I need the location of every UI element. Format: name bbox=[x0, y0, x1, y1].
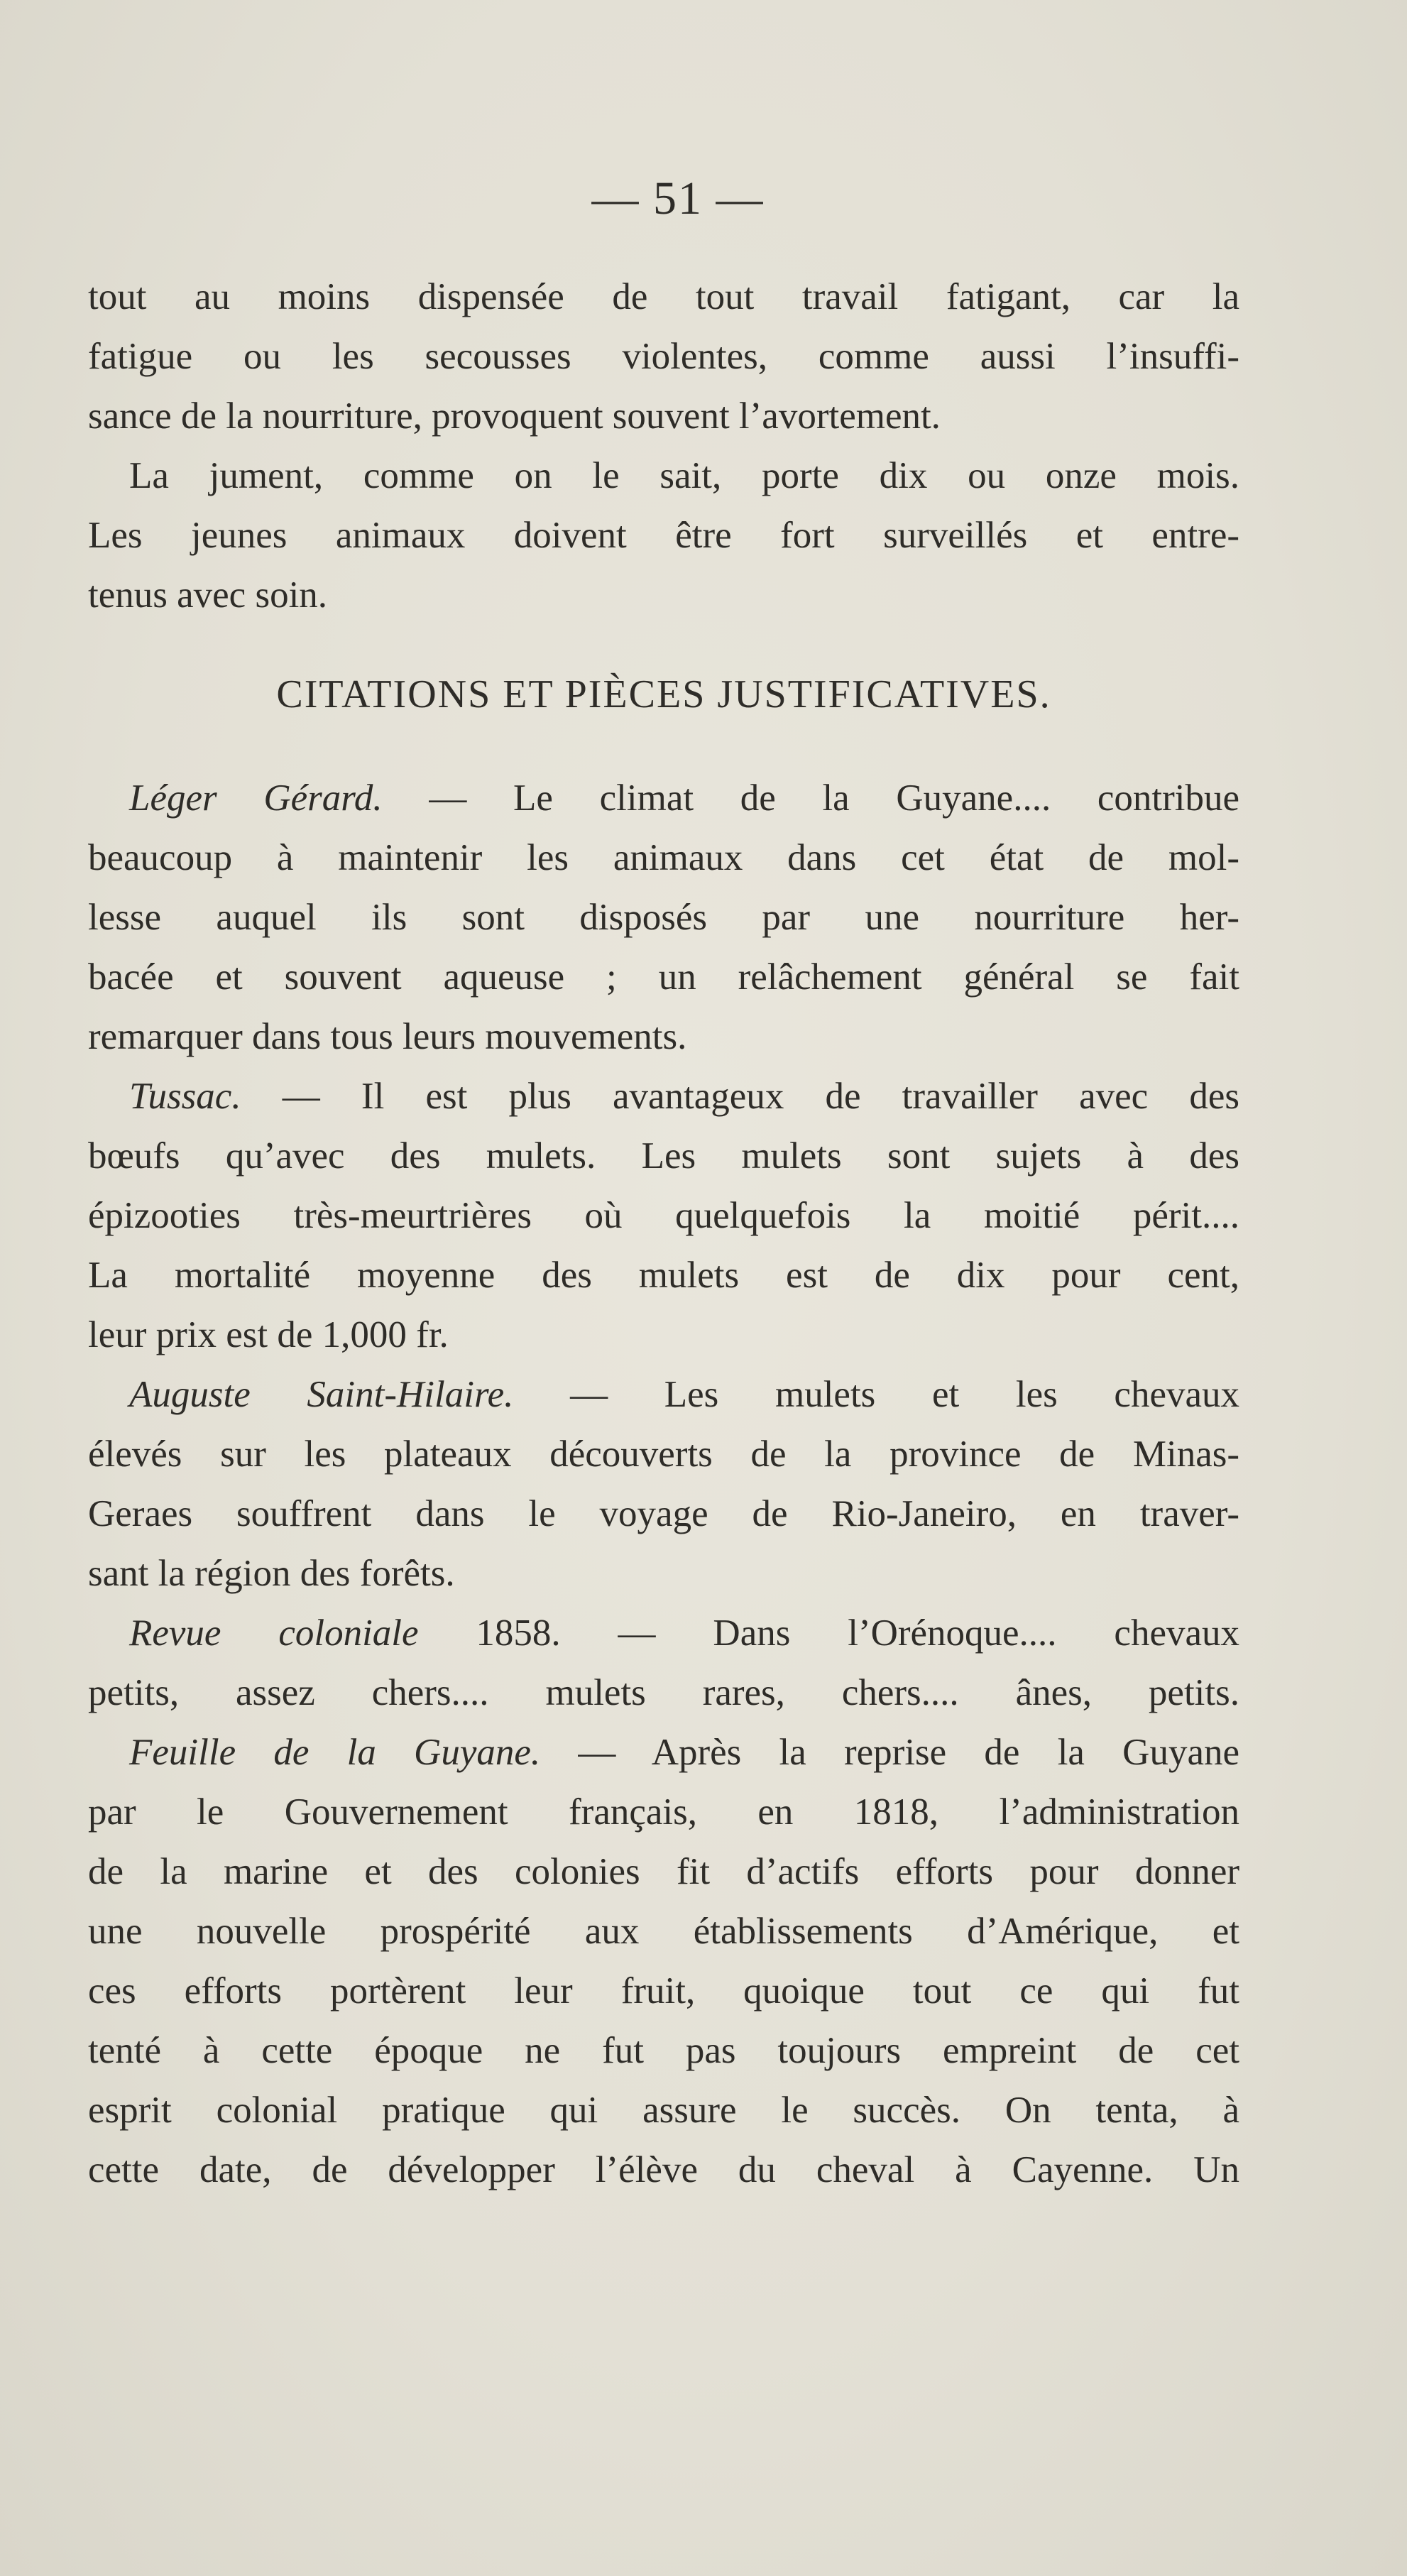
citation-author: Léger Gérard. bbox=[129, 777, 383, 819]
page-number: — 51 — bbox=[591, 173, 765, 224]
paragraph-jument bbox=[88, 446, 1239, 625]
citation-feuille-guyane bbox=[88, 1723, 1239, 2200]
citation-first-line bbox=[88, 1365, 1239, 1424]
text-line: La mortalité moyenne des mulets est de dix pour cent, bbox=[88, 1255, 1239, 1296]
page-content bbox=[88, 163, 1239, 2200]
text-line: une nouvelle prospérité aux établissements d’Amérique, et bbox=[88, 1911, 1239, 1952]
text-line: bacée et souvent aqueuse ; un relâchement général se fait bbox=[88, 956, 1239, 998]
text-line: bœufs qu’avec des mulets. Les mulets sont sujets à des bbox=[88, 1135, 1239, 1177]
citation-author: Revue coloniale bbox=[129, 1612, 419, 1654]
citation-author: Tussac. bbox=[129, 1076, 241, 1117]
citation-text: 1858. — Dans l’Orénoque.... chevaux bbox=[476, 1612, 1239, 1654]
text-line: de la marine et des colonies fit d’actifs efforts pour donner bbox=[88, 1851, 1239, 1892]
citation-tussac bbox=[88, 1066, 1239, 1365]
text-line: tenté à cette époque ne fut pas toujours empreint de cet bbox=[88, 2030, 1239, 2071]
citation-first-line bbox=[88, 1066, 1239, 1126]
text-line: remarquer dans tous leurs mouvements. bbox=[88, 1016, 687, 1057]
text-line: épizooties très-meurtrières où quelquefois la moitié périt.... bbox=[88, 1195, 1239, 1236]
citation-first-line bbox=[88, 1723, 1239, 1782]
text-line: tout au moins dispensée de tout travail fatigant, car la bbox=[88, 276, 1239, 317]
citation-text: — Le climat de la Guyane.... contribue bbox=[429, 777, 1239, 819]
text-line: La jument, comme on le sait, porte dix ou onze mois. bbox=[129, 455, 1239, 496]
citation-saint-hilaire bbox=[88, 1365, 1239, 1603]
text-line: esprit colonial pratique qui assure le succès. On tenta, à bbox=[88, 2090, 1239, 2131]
text-line: leur prix est de 1,000 fr. bbox=[88, 1314, 449, 1355]
citation-first-line bbox=[88, 768, 1239, 828]
citation-text: — Il est plus avantageux de travailler avec des bbox=[282, 1076, 1239, 1117]
citation-revue-coloniale bbox=[88, 1603, 1239, 1723]
section-heading: CITATIONS ET PIÈCES JUSTIFICATIVES. bbox=[276, 672, 1051, 716]
text-line: ces efforts portèrent leur fruit, quoique tout ce qui fut bbox=[88, 1970, 1239, 2012]
text-line: tenus avec soin. bbox=[88, 574, 328, 616]
text-line: beaucoup à maintenir les animaux dans cet état de mol- bbox=[88, 837, 1239, 878]
text-line: lesse auquel ils sont disposés par une nourriture her- bbox=[88, 897, 1239, 938]
paragraph-continuation bbox=[88, 267, 1239, 446]
text-line: élevés sur les plateaux découverts de la province de Minas- bbox=[88, 1434, 1239, 1475]
citation-leger-gerard bbox=[88, 768, 1239, 1066]
citation-text: — Après la reprise de la Guyane bbox=[578, 1732, 1239, 1773]
text-line: petits, assez chers.... mulets rares, chers.... ânes, petits. bbox=[88, 1672, 1239, 1713]
text-line: cette date, de développer l’élève du cheval à Cayenne. Un bbox=[88, 2149, 1239, 2190]
text-line: sant la région des forêts. bbox=[88, 1553, 455, 1594]
citation-text: — Les mulets et les chevaux bbox=[570, 1374, 1239, 1415]
text-line: sance de la nourriture, provoquent souvent l’avortement. bbox=[88, 395, 941, 437]
citation-first-line bbox=[88, 1603, 1239, 1663]
text-line: Geraes souffrent dans le voyage de Rio-Janeiro, en traver- bbox=[88, 1493, 1239, 1534]
text-line: par le Gouvernement français, en 1818, l’administration bbox=[88, 1791, 1239, 1833]
citation-author: Feuille de la Guyane. bbox=[129, 1732, 541, 1773]
citation-author: Auguste Saint-Hilaire. bbox=[129, 1374, 514, 1415]
text-line: fatigue ou les secousses violentes, comme aussi l’insuffi- bbox=[88, 336, 1239, 377]
text-line: Les jeunes animaux doivent être fort surveillés et entre- bbox=[88, 515, 1239, 556]
